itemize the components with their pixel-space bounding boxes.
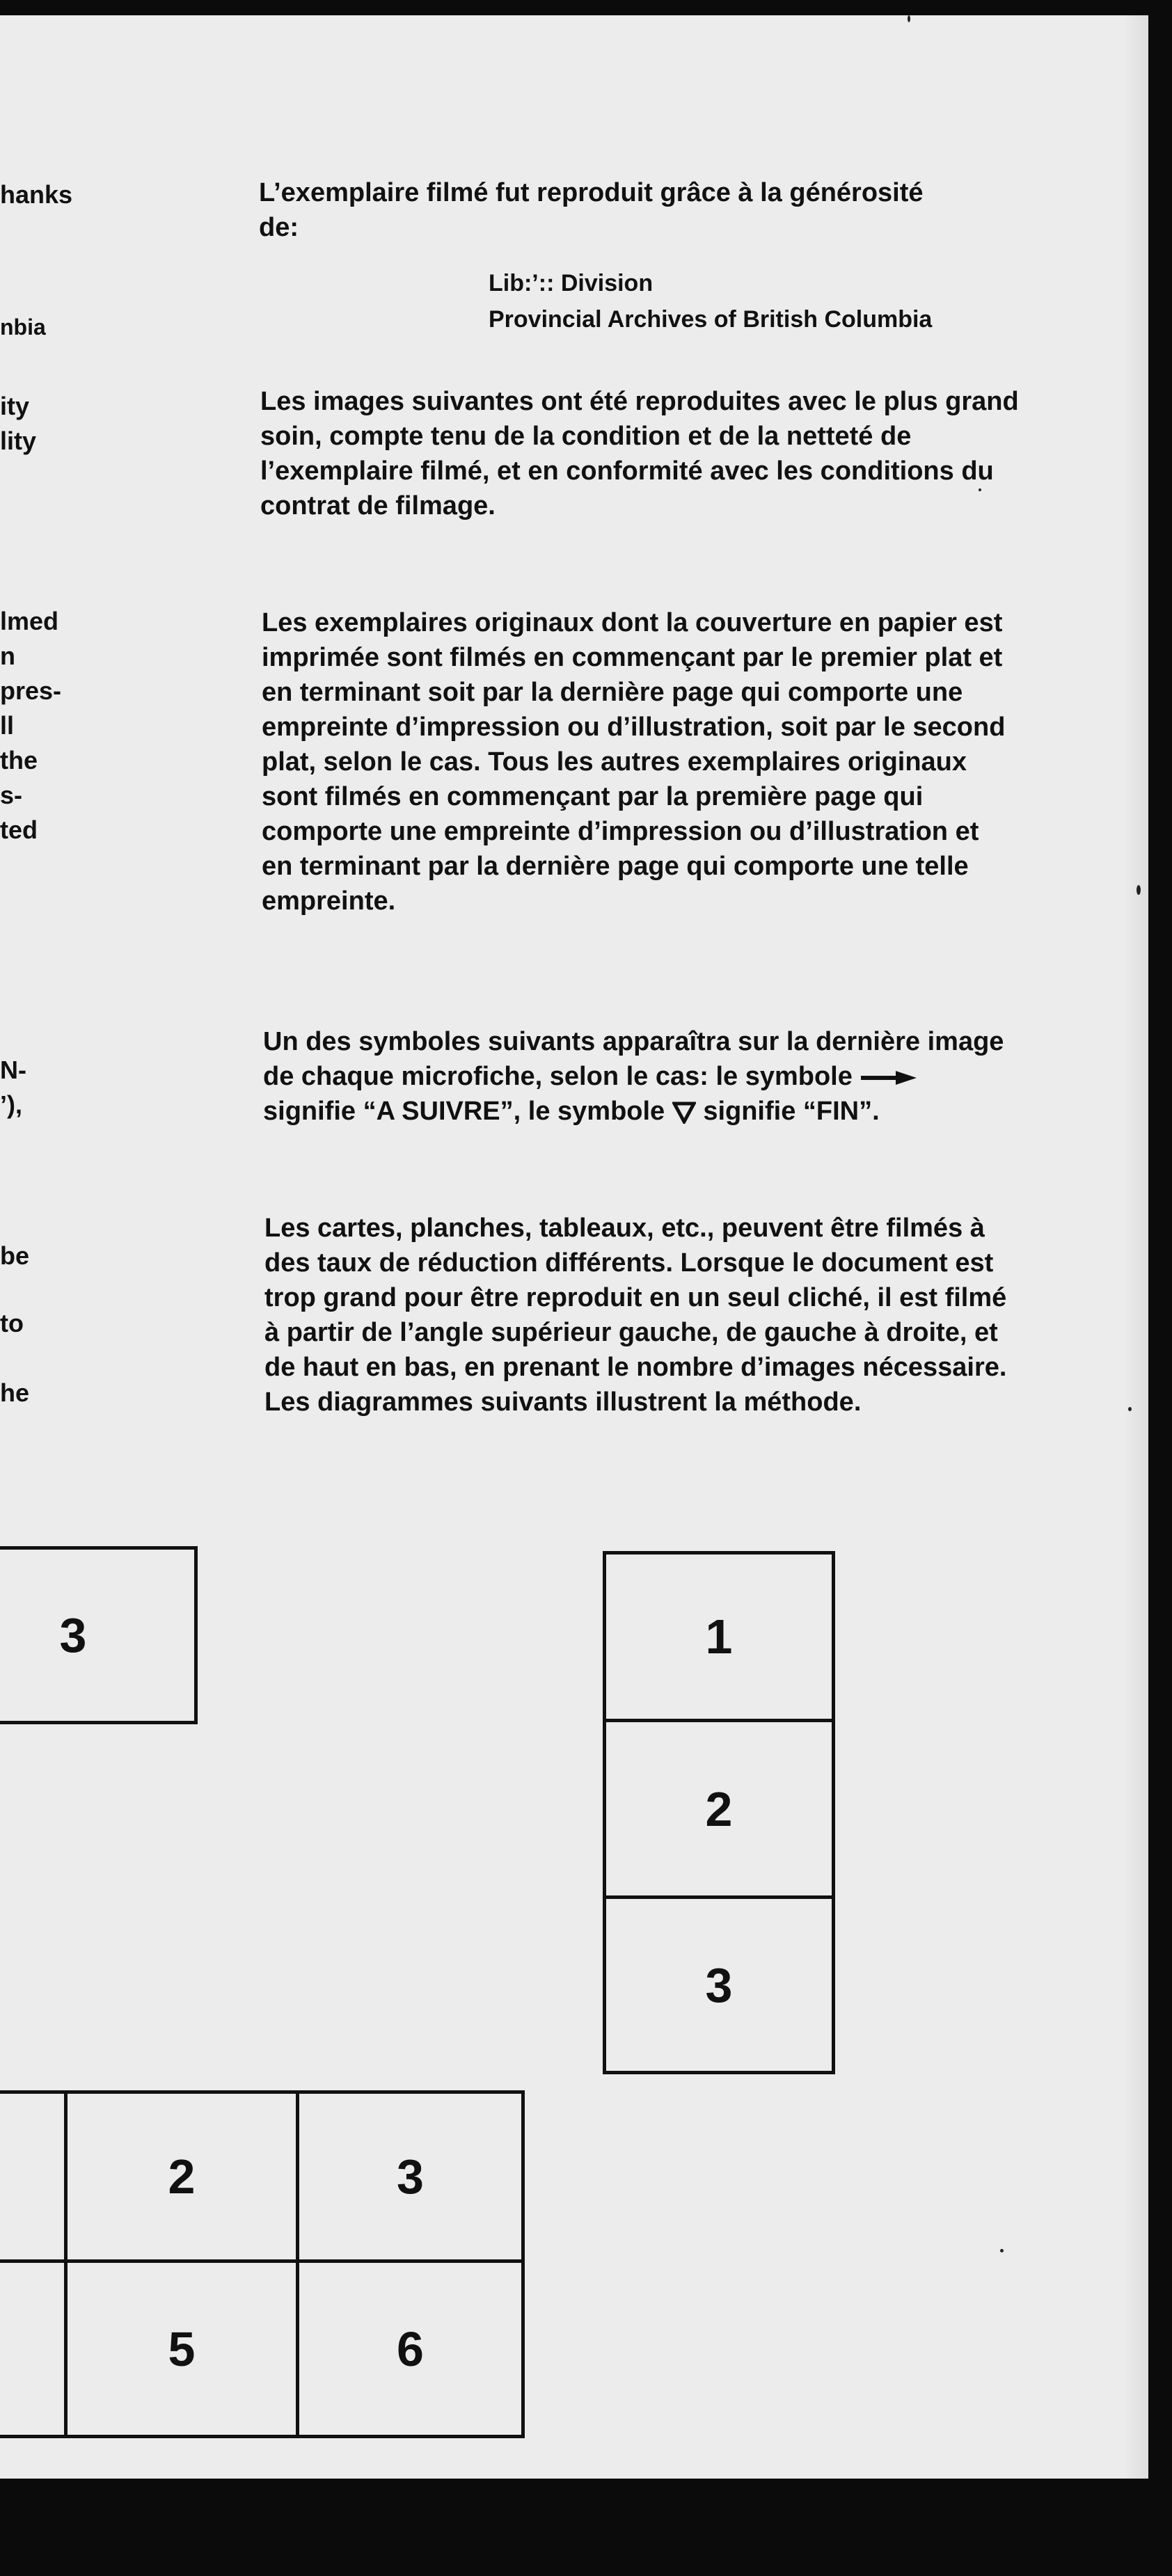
diagram-cell: 3 [397,2149,424,2204]
paragraph-1: Les images suivantes ont été reproduites avec le plus grand soin, compte tenu de la condition et de la netteté de l’exemplaire filmé, et en conformité avec les conditions du contrat de filmage. [260,387,1019,520]
diagram-vertical-stack [603,1551,835,2074]
left-fragment: be [0,1241,30,1270]
diagram-cell: 6 [397,2321,424,2376]
scan-speck [1000,2249,1004,2252]
arrow-right-icon [860,1070,918,1086]
left-fragment: nbia [0,315,46,340]
left-fragment: hanks [0,180,73,209]
left-fragment: ted [0,816,38,844]
left-fragment: to [0,1309,24,1337]
scanned-page [0,15,1148,2479]
paragraph-originals [262,605,1013,919]
paragraph-image-quality [260,384,1019,523]
left-fragment: s- [0,781,23,809]
left-fragment: ll [0,711,15,740]
paragraph-symbols [263,1024,1008,1129]
symbols-text-3: signifie “FIN”. [703,1097,880,1126]
paragraph-4: Les cartes, planches, tableaux, etc., peuvent être filmés à des taux de réduction différents. Lorsque le document est trop grand pour être reproduit en un seul cliché, il est filmé à partir de l’angle supérieur gauche, de gauche à droite, et de haut en bas, en prenant le nombre d’images nécessaire. Les diagrammes suivants illustrent la méthode. [264,1214,1007,1417]
credit-provincial-archives: Provincial Archives of British Columbia [489,306,933,333]
symbols-text-1: Un des symboles suivants apparaîtra sur la dernière image de chaque microfiche, selon le cas: le symbole [263,1027,1004,1091]
left-fragment: the [0,746,38,774]
diagram-partial-row [0,1546,198,1724]
diagram-cell: 1 [606,1555,832,1722]
page-edge-shadow [1124,15,1148,2479]
left-fragment: N- [0,1056,26,1084]
left-fragment: ity [0,392,30,420]
left-fragment: n [0,642,15,670]
left-fragment: pres- [0,676,62,705]
paragraph-2: Les exemplaires originaux dont la couverture en papier est imprimée sont filmés en commençant par le premier plat et en terminant soit par la dernière page qui comporte une empreinte d’impression ou d’illustration, soit par le second plat, selon le cas. Tous les autres exemplaires originaux sont filmés en commençant par la première page qui comporte une empreinte d’impression ou d’illustration et en terminant par la dernière page qui comporte une telle empreinte. [262,608,1006,916]
diagram-cell: 3 [705,1957,733,2012]
scan-speck [1137,885,1141,895]
diagram-cell: 2 [606,1722,832,1899]
paragraph-3 [263,1024,1008,1129]
diagram-grid [0,2090,525,2438]
scan-speck [1128,1407,1132,1411]
triangle-down-icon [672,1102,696,1124]
left-fragment: lity [0,427,37,455]
left-fragment: lmed [0,607,59,635]
diagram-cell: 2 [168,2149,196,2204]
diagram-cell: 3 [59,1608,87,1662]
left-fragment: he [0,1378,30,1407]
scan-speck [979,488,981,491]
diagram-cell: 5 [168,2321,196,2376]
scan-speck [908,15,910,22]
credit-library-division: Lib:’:: Division [489,270,654,296]
paragraph-diagrams [264,1211,1009,1420]
intro-text: L’exemplaire filmé fut reproduit grâce à la générosité de: [259,178,924,242]
left-fragment: ’), [0,1090,22,1119]
symbols-text-2: signifie “A SUIVRE”, le symbole [263,1097,665,1126]
